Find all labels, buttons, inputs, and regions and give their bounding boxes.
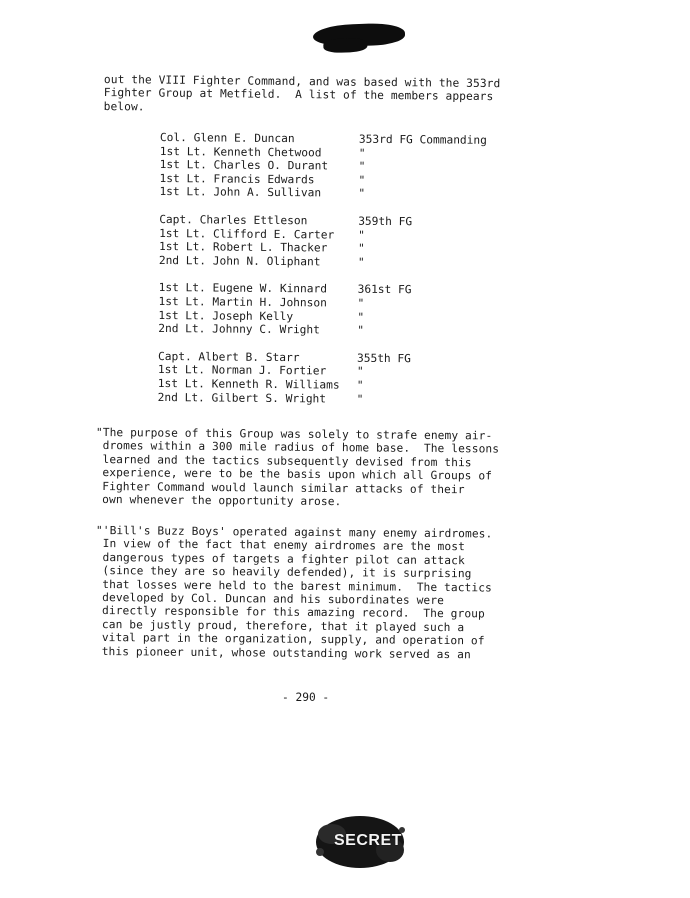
redaction-mark-top <box>313 22 406 47</box>
buzz-boys-paragraph: "'Bill's Buzz Boys' operated against many enemy airdromes. In view of the fact that enemy airdromes are the most dangerous types of targets a fighter pilot can attack (since they are so heavily defended), it is surprising that losses were held to the barest minimum. The tactics developed by Col. Duncan and his subordinates were directly responsible for this amazing record. The group can be justly proud, therefore, that it played such a vital part in the organization, supply, and operation of this pioneer unit, whose outstanding work served as an <box>94 524 493 661</box>
stamp-label: SECRET <box>334 832 402 849</box>
ditto-mark: " <box>358 146 366 160</box>
member-name: 1st Lt. Eugene W. Kinnard <box>158 281 328 296</box>
ditto-mark: " <box>357 241 365 255</box>
ditto-mark: " <box>356 392 364 406</box>
roster-group <box>159 131 487 201</box>
ditto-mark: " <box>358 173 366 187</box>
unit-label: 353rd FG Commanding <box>358 132 487 147</box>
purpose-paragraph: "The purpose of this Group was solely to strafe enemy air- dromes within a 300 mile radius of home base. The lessons learned and the tactics subsequently devised from this experience, were to be the basis upon which all Groups of Fighter Command would launch similar attacks of their own whenever the opportunity arose. <box>95 426 500 509</box>
ditto-mark: " <box>358 159 366 173</box>
intro-paragraph: out the VIII Fighter Command, and was based with the 353rd Fighter Group at Metfield. A list of the members appears below. <box>103 73 501 114</box>
secret-stamp <box>312 812 408 872</box>
ditto-mark: " <box>358 228 365 242</box>
member-name: 2nd Lt. Gilbert S. Wright <box>157 390 327 405</box>
member-name: 2nd Lt. Johnny C. Wright <box>158 322 320 337</box>
member-name: 2nd Lt. John N. Oliphant <box>158 253 321 269</box>
ditto-mark: " <box>357 310 365 324</box>
ditto-mark: " <box>356 378 364 392</box>
member-name: 1st Lt. Norman J. Fortier <box>157 363 327 378</box>
ditto-mark: " <box>357 323 365 337</box>
ditto-mark: " <box>357 296 365 310</box>
member-name: 1st Lt. Clifford E. Carter <box>159 226 335 242</box>
member-name: 1st Lt. Kenneth R. Williams <box>157 376 340 392</box>
member-roster <box>157 131 487 418</box>
member-name: 1st Lt. Martin H. Johnson <box>158 294 327 310</box>
member-name: 1st Lt. John A. Sullivan <box>159 185 322 200</box>
member-name: Capt. Albert B. Starr <box>157 349 300 364</box>
page-number: - 290 - <box>282 691 330 704</box>
unit-label: 361st FG <box>357 283 412 297</box>
ditto-mark: " <box>357 255 365 269</box>
member-name: 1st Lt. Charles O. Durant <box>159 158 329 173</box>
unit-label: 355th FG <box>356 351 411 365</box>
ditto-mark: " <box>356 365 364 379</box>
member-name: Capt. Charles Ettleson <box>159 212 308 228</box>
member-name: Col. Glenn E. Duncan <box>159 131 295 146</box>
member-name: 1st Lt. Robert L. Thacker <box>158 240 328 255</box>
member-name: 1st Lt. Kenneth Chetwood <box>159 144 322 160</box>
ditto-mark: " <box>358 187 366 201</box>
unit-label: 359th FG <box>358 214 413 229</box>
member-name: 1st Lt. Joseph Kelly <box>158 308 294 323</box>
member-name: 1st Lt. Francis Edwards <box>159 171 315 187</box>
